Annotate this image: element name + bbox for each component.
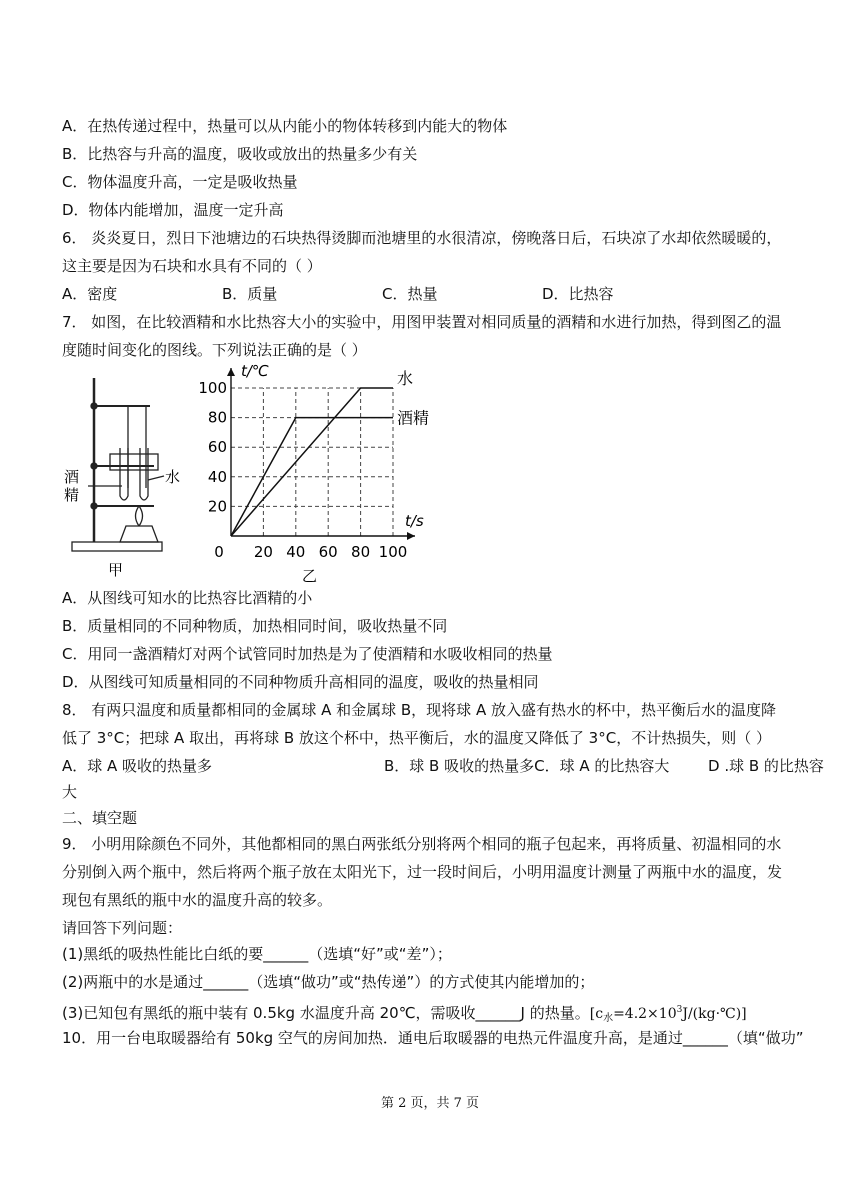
formula-c: [c — [589, 1006, 604, 1022]
figure-caption-yi: 乙 — [302, 567, 318, 585]
question-7-line-1: 7． 如图，在比较酒精和水比热容大小的实验中，用图甲装置对相同质量的酒精和水进行加热，得到图乙的温 — [62, 313, 782, 331]
x-tick-label: 20 — [253, 543, 273, 561]
water-bath-clamp — [110, 454, 158, 470]
question-7-line-2: 度随时间变化的图线。下列说法正确的是（ ） — [62, 341, 367, 359]
apparatus-clamp — [91, 503, 97, 509]
q6-option-c: C．热量 — [382, 285, 438, 303]
figure-svg — [58, 358, 438, 588]
option-d-line: D．物体内能增加，温度一定升高 — [62, 201, 284, 219]
apparatus-clamp — [91, 463, 97, 469]
question-10-line-1: 10．用一台电取暖器给有 50kg 空气的房间加热．通电后取暖器的电热元件温度升高，是通过______（填“做功” — [62, 1029, 804, 1047]
experiment-figure — [58, 358, 438, 588]
alcohol-lamp — [120, 526, 158, 542]
q6-option-d: D．比热容 — [542, 285, 614, 303]
question-6-options — [62, 284, 762, 304]
y-tick-label: 60 — [207, 438, 227, 457]
q7-option-b: B．质量相同的不同种物质，加热相同时间，吸收热量不同 — [62, 617, 448, 635]
specific-heat-formula — [590, 1006, 747, 1022]
x-tick-label: 60 — [318, 543, 338, 561]
y-tick-label: 100 — [198, 379, 227, 397]
question-8-line-1: 8． 有两只温度和质量都相同的金属球 A 和金属球 B，现将球 A 放入盛有热水的杯中，热平衡后水的温度降 — [62, 701, 776, 719]
formula-exponent: 3 — [676, 1005, 683, 1015]
x-tick-label: 100 — [378, 543, 408, 561]
page-footer: 第 2 页，共 7 页 — [380, 1096, 480, 1111]
q8-option-d-wrap: 大 — [62, 783, 78, 801]
formula-subscript: 水 — [603, 1013, 614, 1024]
question-8-options — [62, 756, 842, 776]
section-heading: 二、填空题 — [62, 809, 138, 827]
label-leader-water — [148, 476, 164, 480]
question-9-part-3 — [62, 1000, 747, 1029]
lamp-flame — [136, 506, 143, 526]
question-9-part-2: (2)两瓶中的水是通过______（选填“做功”或“热传递”）的方式使其内能增加的； — [62, 973, 595, 991]
y-tick-label: 20 — [207, 497, 227, 516]
water-label: 水 — [165, 468, 181, 486]
question-6-line-1: 6． 炎炎夏日，烈日下池塘边的石块热得烫脚而池塘里的水很清凉，傍晚落日后，石块凉了水却依然暖暖的， — [62, 229, 782, 247]
question-6-line-2: 这主要是因为石块和水具有不同的（ ） — [62, 257, 322, 275]
option-b-line: B．比热容与升高的温度，吸收或放出的热量多少有关 — [62, 145, 418, 163]
q8-option-a: A．球 A 吸收的热量多 — [62, 757, 213, 775]
q6-option-a: A．密度 — [62, 285, 118, 303]
temperature-graph — [198, 362, 429, 561]
x-tick-label: 40 — [286, 543, 306, 561]
y-axis-label: t/℃ — [241, 362, 269, 380]
alcohol-label-2: 精 — [64, 486, 80, 504]
water-series-label: 水 — [397, 369, 414, 388]
x-axis-label: t/s — [405, 512, 424, 530]
x-tick-label: 80 — [351, 543, 371, 561]
q8-option-d: D .球 B 的比热容 — [708, 757, 824, 775]
alcohol-series-label: 酒精 — [397, 408, 430, 428]
alcohol-label-1: 酒 — [64, 468, 80, 486]
y-tick-label: 40 — [207, 467, 227, 486]
q7-option-d: D．从图线可知质量相同的不同种物质升高相同的温度，吸收的热量相同 — [62, 673, 539, 691]
formula-value: =4.2×10 — [613, 1006, 677, 1022]
question-9-line-2: 分别倒入两个瓶中，然后将两个瓶子放在太阳光下，过一段时间后，小明用温度计测量了两瓶中水的温度，发 — [62, 863, 783, 881]
y-axis-arrow — [227, 368, 235, 376]
x-tick-label: 0 — [214, 543, 224, 561]
y-tick-label: 80 — [207, 408, 227, 427]
test-tube-right — [140, 448, 148, 500]
apparatus-clamp — [91, 403, 97, 409]
question-9-line-3: 现包有黑纸的瓶中水的温度升高的较多。 — [62, 891, 333, 909]
q6-option-b: B．质量 — [222, 285, 278, 303]
water-series-line — [231, 388, 393, 536]
apparatus-drawing — [72, 378, 164, 551]
question-9-part-1: (1)黑纸的吸热性能比白纸的要______（选填“好”或“差”）； — [62, 945, 452, 963]
question-8-line-2: 低了 3°C；把球 A 取出，再将球 B 放这个杯中，热平衡后，水的温度又降低了 3°C，不计热损失，则（ ） — [62, 729, 771, 747]
option-a-line: A．在热传递过程中，热量可以从内能小的物体转移到内能大的物体 — [62, 117, 508, 135]
formula-unit: J/(kg·℃)] — [682, 1006, 747, 1022]
q7-option-a: A．从图线可知水的比热容比酒精的小 — [62, 589, 313, 607]
q7-option-c: C．用同一盏酒精灯对两个试管同时加热是为了使酒精和水吸收相同的热量 — [62, 645, 553, 663]
test-tube-left — [120, 448, 128, 500]
q9-part-3-text: (3)已知包有黑纸的瓶中装有 0.5kg 水温度升高 20℃，需吸收______J 的热量。 — [62, 1004, 590, 1022]
question-9-prompt: 请回答下列问题： — [62, 919, 183, 937]
x-axis-arrow — [407, 532, 415, 540]
apparatus-base — [72, 542, 162, 551]
option-c-line: C．物体温度升高，一定是吸收热量 — [62, 173, 298, 191]
figure-caption-jia: 甲 — [108, 561, 124, 579]
question-9-line-1: 9． 小明用除颜色不同外，其他都相同的黑白两张纸分别将两个相同的瓶子包起来，再将质量、初温相同的水 — [62, 835, 782, 853]
q8-option-b-c: B．球 B 吸收的热量多C．球 A 的比热容大 — [384, 757, 670, 775]
